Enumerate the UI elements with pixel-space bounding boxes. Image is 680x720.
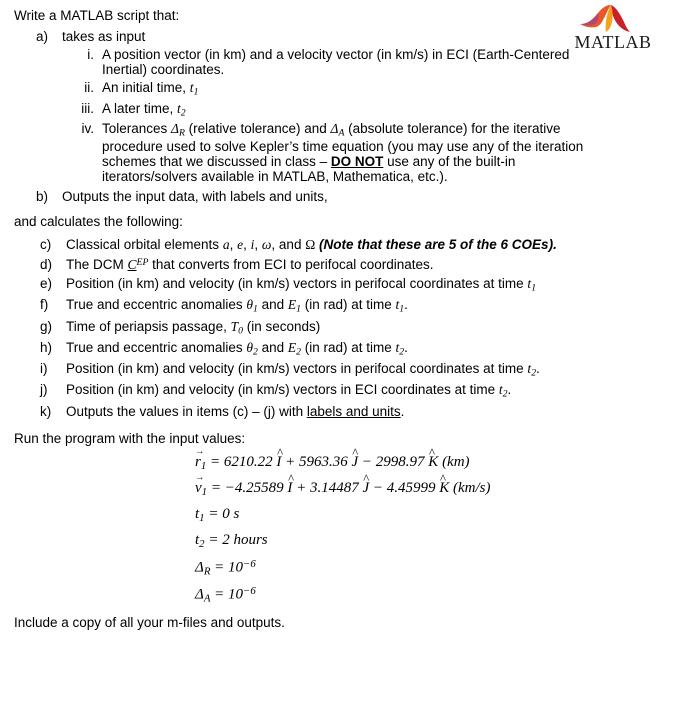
closing-line: Include a copy of all your m-files and outputs. xyxy=(14,614,285,630)
input-sublist xyxy=(76,47,680,184)
list-item-text: Position (in km) and velocity (in km/s) vectors in perifocal coordinates at time $t_1$ xyxy=(66,276,537,294)
list-marker: g) xyxy=(40,318,53,334)
equation-t2: $t_2 = 2$ hours xyxy=(195,531,268,550)
list-item-b xyxy=(36,189,680,204)
sublist-item-ii xyxy=(76,80,680,98)
run-instruction: Run the program with the input values: xyxy=(14,430,246,446)
equation-delta-r: $\Delta_R = 10^{-6}$ xyxy=(195,557,256,578)
sublist-item-iv xyxy=(76,121,680,184)
sublist-item-text: A position vector (in km) and a velocity vector (in km/s) in ECI (Earth-Centered Inertial) coordinates. xyxy=(102,47,570,77)
matlab-logo-icon xyxy=(568,2,658,32)
list-item-text: Outputs the values in items (c) – (j) with labels and units. xyxy=(66,403,405,419)
list-item-text: Classical orbital elements a, e, i, ω, and Ω (Note that these are 5 of the 6 COEs). xyxy=(66,237,557,253)
equation-delta-a: $\Delta_A = 10^{-6}$ xyxy=(195,585,256,605)
calc-item-i xyxy=(40,361,680,379)
intro-line: Write a MATLAB script that: xyxy=(14,8,180,23)
sublist-item-text: A later time, $t_2$ xyxy=(102,100,186,119)
equation-block xyxy=(0,454,680,605)
sublist-marker: iii. xyxy=(81,100,94,116)
calc-item-g xyxy=(40,319,680,337)
calculates-intro: and calculates the following: xyxy=(14,214,183,230)
equation-r1: $r \to_1 = 6210.22$ I ^ + 5963.36 J ^ − 2998.97 K ^ (km) xyxy=(195,454,680,472)
list-item-text: True and eccentric anomalies $\theta_2$ and $E_2$ (in rad) at time $t_2$. xyxy=(66,339,408,358)
calc-item-e xyxy=(40,276,680,294)
sublist-item-i xyxy=(76,47,680,77)
sublist-marker: ii. xyxy=(84,80,94,95)
list-marker: c) xyxy=(40,237,52,253)
list-marker: e) xyxy=(40,276,53,292)
list-marker: b) xyxy=(36,189,49,205)
list-marker: f) xyxy=(40,297,49,313)
list-item-text: The DCM $C^{EP}$ that converts from ECI to perifocal coordinates. xyxy=(66,256,434,272)
equation-v1: $v \to_1 = -4.25589$ I ^ + 3.14487 J ^ − 4.45999 K ^ (km/s) xyxy=(195,480,680,498)
equation-t1: $t_1 = 0$ s xyxy=(195,505,240,524)
sublist-item-text: Tolerances $\Delta_R$ (relative tolerance) and $\Delta_A$ (absolute tolerance) for the iterative procedure used to solve Kepler’s time equation (you may use any of the iteration schemes that we discussed in class – DO NOT use any of the built-in iterators/solvers available in MATLAB, Mathematica, etc.). xyxy=(102,121,584,185)
list-marker: j) xyxy=(40,382,48,398)
list-item-text: takes as input xyxy=(62,29,146,44)
calculations-list xyxy=(40,237,680,418)
calc-item-h xyxy=(40,340,680,358)
list-marker: d) xyxy=(40,256,53,272)
calc-item-f xyxy=(40,297,680,315)
sublist-marker: i. xyxy=(87,47,94,62)
sublist-item-iii xyxy=(76,101,680,119)
calc-item-k xyxy=(40,404,680,419)
sublist-marker: iv. xyxy=(81,121,94,137)
input-output-list xyxy=(36,29,680,204)
list-item-text: Outputs the input data, with labels and units, xyxy=(62,189,328,205)
calc-item-c xyxy=(40,237,680,253)
list-item-text: True and eccentric anomalies $\theta_1$ and $E_1$ (in rad) at time $t_1$. xyxy=(66,297,408,316)
calc-item-j xyxy=(40,382,680,400)
list-item-a xyxy=(36,29,680,44)
list-item-text: Position (in km) and velocity (in km/s) vectors in perifocal coordinates at time $t_2$. xyxy=(66,361,540,379)
list-marker: a) xyxy=(36,29,49,44)
list-marker: i) xyxy=(40,361,48,377)
list-marker: h) xyxy=(40,339,53,355)
sublist-item-text: An initial time, $t_1$ xyxy=(102,80,199,98)
calc-item-d xyxy=(40,257,680,273)
list-marker: k) xyxy=(40,403,52,419)
matlab-wordmark: MATLAB xyxy=(574,32,652,52)
list-item-text: Time of periapsis passage, $T_0$ (in seconds) xyxy=(66,318,321,337)
list-item-text: Position (in km) and velocity (in km/s) vectors in ECI coordinates at time $t_2$. xyxy=(66,382,512,401)
